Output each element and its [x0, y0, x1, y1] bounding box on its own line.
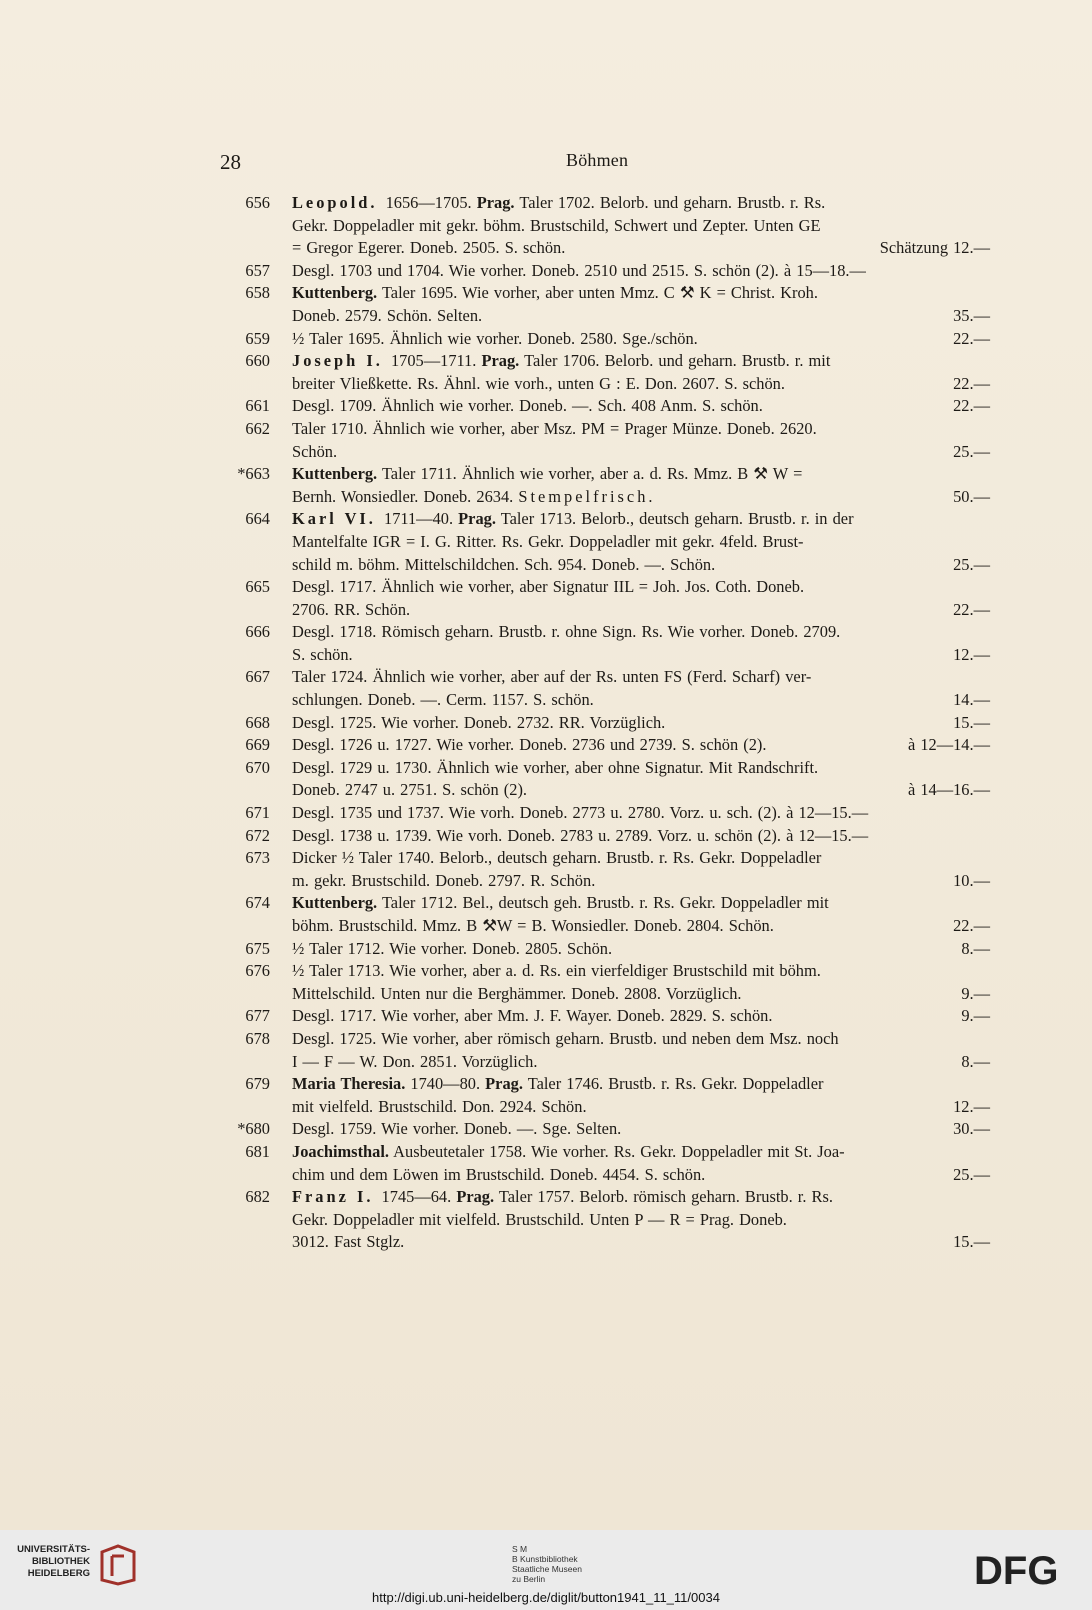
- mint-name: Kuttenberg.: [292, 464, 378, 484]
- entry-line: Desgl. 1717. Wie vorher, aber Mm. J. F. Wayer. Doneb. 2829. S. schön. 9.—: [292, 1005, 990, 1028]
- estimate-price: 12.—: [953, 1096, 990, 1116]
- lot-number: 661: [245, 396, 270, 416]
- entry-line: Gekr. Doppeladler mit gekr. böhm. Brustschild, Schwert und Zepter. Unten GE: [292, 215, 821, 235]
- estimate-price: 25.—: [953, 1164, 990, 1184]
- lot-number: 662: [245, 418, 270, 438]
- catalog-entry: [230, 418, 990, 463]
- entry-line: Mantelfalte IGR = I. G. Ritter. Rs. Gekr. Doppeladler mit gekr. 4feld. Brust-: [292, 531, 804, 551]
- entry-line: Bernh. Wonsiedler. Doneb. 2634. Stempelfrisch. 50.—: [292, 486, 990, 509]
- lot-number: 664: [245, 509, 270, 529]
- entry-line: Maria Theresia. 1740—80. Prag. Taler 1746. Brustb. r. Rs. Gekr. Doppeladler: [292, 1074, 824, 1094]
- estimate-price: 14.—: [953, 690, 990, 710]
- catalog-entry: [230, 1028, 990, 1073]
- catalog-entry: [230, 712, 990, 735]
- mint-name: Joachimsthal.: [292, 1141, 389, 1161]
- catalog-entry: [230, 192, 990, 260]
- entry-line: Desgl. 1738 u. 1739. Wie vorh. Doneb. 2783 u. 2789. Vorz. u. schön (2). à 12—15.—: [292, 825, 869, 845]
- catalog-entry: [230, 621, 990, 666]
- entry-line: ½ Taler 1712. Wie vorher. Doneb. 2805. Schön. 8.—: [292, 938, 990, 961]
- catalog-entry: [230, 576, 990, 621]
- source-url[interactable]: http://digi.ub.uni-heidelberg.de/diglit/button1941_11_11/0034: [372, 1590, 720, 1605]
- entry-line: Kuttenberg. Taler 1711. Ähnlich wie vorher, aber a. d. Rs. Mmz. B ⚒ W =: [292, 464, 803, 484]
- entry-line: S. schön. 12.—: [292, 644, 990, 667]
- lot-number: 675: [245, 938, 270, 958]
- ruler-name: Karl VI.: [292, 509, 384, 529]
- entry-line: schild m. böhm. Mittelschildchen. Sch. 954. Doneb. —. Schön. 25.—: [292, 554, 990, 577]
- lot-number: *663: [237, 464, 270, 484]
- lot-number: *680: [237, 1119, 270, 1139]
- catalog-entry: [230, 847, 990, 892]
- svg-text:DFG: DFG: [974, 1549, 1059, 1590]
- entry-line: breiter Vließkette. Rs. Ähnl. wie vorh., unten G : E. Don. 2607. S. schön. 22.—: [292, 373, 990, 396]
- page-number: 28: [220, 150, 241, 174]
- entry-line: Doneb. 2747 u. 2751. S. schön (2). à 14—16.—: [292, 779, 990, 802]
- mint-name: Prag.: [485, 1074, 523, 1094]
- estimate-price: 8.—: [961, 938, 990, 958]
- mint-name: Kuttenberg.: [292, 893, 378, 913]
- entry-line: ½ Taler 1695. Ähnlich wie vorher. Doneb. 2580. Sge./schön. 22.—: [292, 328, 990, 351]
- lot-number: 671: [245, 803, 270, 823]
- estimate-price: 22.—: [953, 373, 990, 393]
- catalog-entry: [230, 757, 990, 802]
- estimate-price: 22.—: [953, 599, 990, 619]
- page-title: Böhmen: [566, 150, 629, 170]
- catalog-entry: [230, 463, 990, 508]
- lot-number: 676: [245, 961, 270, 981]
- entry-line: mit vielfeld. Brustschild. Don. 2924. Schön. 12.—: [292, 1096, 990, 1119]
- entry-line: = Gregor Egerer. Doneb. 2505. S. schön. Schätzung 12.—: [292, 237, 990, 260]
- library-name: UNIVERSITÄTS- BIBLIOTHEK HEIDELBERG: [17, 1544, 90, 1579]
- catalog-entry: [230, 1141, 990, 1186]
- entry-line: Gekr. Doppeladler mit vielfeld. Brustschild. Unten P — R = Prag. Doneb.: [292, 1209, 787, 1229]
- estimate-price: 22.—: [953, 328, 990, 348]
- lot-number: 679: [245, 1074, 270, 1094]
- lot-number: 674: [245, 893, 270, 913]
- entry-line: Franz I. 1745—64. Prag. Taler 1757. Belorb. römisch geharn. Brustb. r. Rs.: [292, 1187, 833, 1207]
- estimate-price: 25.—: [953, 441, 990, 461]
- catalog-entry: [230, 350, 990, 395]
- lot-number: 668: [245, 712, 270, 732]
- catalog-entry: [230, 328, 990, 351]
- lot-number: 669: [245, 735, 270, 755]
- entry-line: Desgl. 1725. Wie vorher, aber römisch geharn. Brustb. und neben dem Msz. noch: [292, 1028, 839, 1048]
- lot-number: 678: [245, 1028, 270, 1048]
- ruler-name: Franz I.: [292, 1187, 382, 1207]
- estimate-price: 35.—: [953, 305, 990, 325]
- lot-number: 660: [245, 351, 270, 371]
- entry-line: Doneb. 2579. Schön. Selten. 35.—: [292, 305, 990, 328]
- lot-number: 657: [245, 260, 270, 280]
- mint-name: Prag.: [456, 1187, 495, 1207]
- library-emblem-icon: [96, 1544, 138, 1586]
- lot-number: 658: [245, 283, 270, 303]
- catalog-entry: [230, 1005, 990, 1028]
- estimate-price: 12.—: [953, 644, 990, 664]
- lot-number: 681: [245, 1141, 270, 1161]
- entry-line: Desgl. 1718. Römisch geharn. Brustb. r. ohne Sign. Rs. Wie vorher. Doneb. 2709.: [292, 622, 841, 642]
- entry-line: Desgl. 1709. Ähnlich wie vorher. Doneb. —. Sch. 408 Anm. S. schön. 22.—: [292, 395, 990, 418]
- catalog-entry: [230, 282, 990, 327]
- lot-number: 656: [245, 193, 270, 212]
- entry-line: schlungen. Doneb. —. Cerm. 1157. S. schön. 14.—: [292, 689, 990, 712]
- entry-line: Desgl. 1725. Wie vorher. Doneb. 2732. RR. Vorzüglich. 15.—: [292, 712, 990, 735]
- mint-name: Prag.: [476, 193, 515, 212]
- entry-line: m. gekr. Brustschild. Doneb. 2797. R. Schön. 10.—: [292, 870, 990, 893]
- mint-name: Prag.: [481, 351, 520, 371]
- entry-line: Dicker ½ Taler 1740. Belorb., deutsch geharn. Brustb. r. Rs. Gekr. Doppeladler: [292, 848, 822, 868]
- catalog-entry: [230, 395, 990, 418]
- catalog-entry: [230, 960, 990, 1005]
- catalog-entry: [230, 508, 990, 576]
- entry-line: Leopold. 1656—1705. Prag. Taler 1702. Belorb. und geharn. Brustb. r. Rs.: [292, 193, 826, 212]
- entry-line: 2706. RR. Schön. 22.—: [292, 599, 990, 622]
- entry-line: Desgl. 1717. Ähnlich wie vorher, aber Signatur IIL = Joh. Jos. Coth. Doneb.: [292, 577, 805, 597]
- estimate-price: à 12—14.—: [907, 735, 990, 755]
- entry-line: I — F — W. Don. 2851. Vorzüglich. 8.—: [292, 1051, 990, 1074]
- mint-name: Kuttenberg.: [292, 283, 378, 303]
- lot-number: 659: [245, 328, 270, 348]
- entry-line: Schön. 25.—: [292, 441, 990, 464]
- entry-line: Desgl. 1759. Wie vorher. Doneb. —. Sge. Selten. 30.—: [292, 1118, 990, 1141]
- entry-line: 3012. Fast Stglz. 15.—: [292, 1231, 990, 1254]
- spaced-text: Stempelfrisch.: [518, 486, 656, 506]
- entry-line: ½ Taler 1713. Wie vorher, aber a. d. Rs. ein vierfeldiger Brustschild mit böhm.: [292, 961, 821, 981]
- mint-name: Maria Theresia.: [292, 1074, 406, 1094]
- catalog-entry: [230, 260, 990, 283]
- ruler-name: Leopold.: [292, 193, 386, 212]
- estimate-price: 15.—: [953, 712, 990, 732]
- catalog-entry: [230, 734, 990, 757]
- estimate-price: à 14—16.—: [907, 780, 990, 800]
- estimate-price: 30.—: [953, 1119, 990, 1139]
- lot-number: 677: [245, 1006, 270, 1026]
- estimate-price: 50.—: [953, 486, 990, 506]
- estimate-price: 25.—: [953, 554, 990, 574]
- entry-line: Desgl. 1726 u. 1727. Wie vorher. Doneb. 2736 und 2739. S. schön (2). à 12—14.—: [292, 734, 990, 757]
- entry-line: böhm. Brustschild. Mmz. B ⚒W = B. Wonsiedler. Doneb. 2804. Schön. 22.—: [292, 915, 990, 938]
- catalog-entry: [230, 1118, 990, 1141]
- catalog-entry: [230, 802, 990, 825]
- estimate-price: 10.—: [953, 870, 990, 890]
- page-header: [0, 150, 1092, 176]
- mint-name: Prag.: [458, 509, 496, 529]
- university-library-logo[interactable]: [14, 1544, 134, 1584]
- ruler-name: Joseph I.: [292, 351, 391, 371]
- lot-number: 672: [245, 825, 270, 845]
- library-stamp: S M B Kunstbibliothek Staatliche Museen zu Berlin: [512, 1544, 582, 1584]
- entry-line: Kuttenberg. Taler 1695. Wie vorher, aber unten Mmz. C ⚒ K = Christ. Kroh.: [292, 283, 818, 303]
- estimate-price: 9.—: [961, 1006, 990, 1026]
- estimate-price: 8.—: [961, 1051, 990, 1071]
- estimate-price: Schätzung 12.—: [879, 238, 990, 258]
- estimate-price: 22.—: [953, 916, 990, 935]
- lot-number: 666: [245, 622, 270, 642]
- entry-line: Joseph I. 1705—1711. Prag. Taler 1706. Belorb. und geharn. Brustb. r. mit: [292, 351, 831, 371]
- catalog-entry: [230, 825, 990, 848]
- lot-number: 665: [245, 577, 270, 597]
- lot-number: 667: [245, 667, 270, 687]
- lot-number: 670: [245, 757, 270, 777]
- dfg-logo[interactable]: [974, 1548, 1074, 1590]
- entry-line: Desgl. 1729 u. 1730. Ähnlich wie vorher, aber ohne Signatur. Mit Randschrift.: [292, 757, 819, 777]
- catalog-entry: [230, 1186, 990, 1254]
- catalog-entry: [230, 892, 990, 937]
- entry-line: chim und dem Löwen im Brustschild. Doneb. 4454. S. schön. 25.—: [292, 1164, 990, 1187]
- entry-line: Desgl. 1735 und 1737. Wie vorh. Doneb. 2773 u. 2780. Vorz. u. sch. (2). à 12—15.—: [292, 803, 869, 823]
- estimate-price: 9.—: [961, 983, 990, 1003]
- entry-line: Kuttenberg. Taler 1712. Bel., deutsch geh. Brustb. r. Rs. Gekr. Doppeladler mit: [292, 893, 829, 913]
- lot-number: 673: [245, 848, 270, 868]
- lot-number: 682: [245, 1187, 270, 1207]
- catalog-entry: [230, 938, 990, 961]
- estimate-price: 15.—: [953, 1232, 990, 1252]
- catalog-entry: [230, 666, 990, 711]
- entry-line: Joachimsthal. Ausbeutetaler 1758. Wie vorher. Rs. Gekr. Doppeladler mit St. Joa-: [292, 1141, 845, 1161]
- entry-line: Mittelschild. Unten nur die Berghämmer. Doneb. 2808. Vorzüglich. 9.—: [292, 983, 990, 1006]
- catalog-entries: [230, 192, 990, 1254]
- entry-line: Taler 1724. Ähnlich wie vorher, aber auf der Rs. unten FS (Ferd. Scharf) ver-: [292, 667, 812, 687]
- entry-line: Desgl. 1703 und 1704. Wie vorher. Doneb. 2510 und 2515. S. schön (2). à 15—18.—: [292, 260, 866, 280]
- entry-line: Taler 1710. Ähnlich wie vorher, aber Msz. PM = Prager Münze. Doneb. 2620.: [292, 418, 817, 438]
- estimate-price: 22.—: [953, 396, 990, 416]
- entry-line: Karl VI. 1711—40. Prag. Taler 1713. Belorb., deutsch geharn. Brustb. r. in der: [292, 509, 854, 529]
- catalog-entry: [230, 1073, 990, 1118]
